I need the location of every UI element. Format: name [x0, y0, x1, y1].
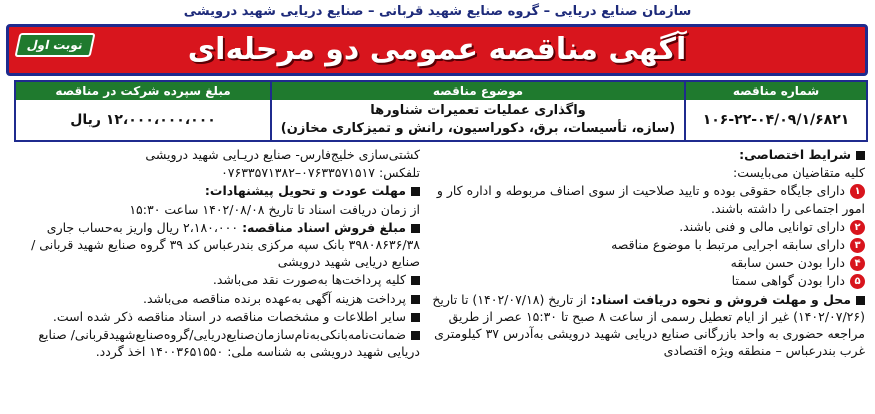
- condition-item: دارای توانایی مالی و فنی باشند.: [679, 218, 845, 234]
- conditions-section: [429, 146, 865, 410]
- square-bullet-icon: [411, 187, 420, 196]
- deposit-amount-value: ۱۲،۰۰۰،۰۰۰،۰۰۰ ریال: [70, 112, 216, 128]
- square-bullet-icon: [411, 224, 420, 233]
- square-bullet-icon: [856, 296, 865, 305]
- tender-info-table: [14, 80, 868, 142]
- tender-subject-line1: واگذاری عملیات تعمیرات شناورها: [370, 103, 586, 118]
- deposit-amount-header: مبلغ سپرده شرکت در مناقصه: [16, 82, 270, 100]
- round-badge: نوبت اول: [14, 33, 95, 57]
- organization-line: سازمان صنایع دریایی – گروه صنایع شهید قربانی – صنایع دریایی شهید درویشی: [183, 4, 692, 19]
- address-line: کشتی‌سازی خلیج‌فارس- صنایع دریـایی شهید درویشی: [145, 147, 420, 162]
- note-item: سایر اطلاعات و مشخصات مناقصه در اسناد مناقصه ذکر شده است.: [52, 308, 406, 324]
- condition-item: دارای سابقه اجرایی مرتبط با موضوع مناقصه: [611, 237, 845, 253]
- deadline-fee-section: [12, 146, 420, 410]
- conditions-heading: شرایط اختصاصی:: [739, 147, 851, 162]
- documents-heading: محل و مهلت فروش و نحوه دریافت اسناد:: [590, 291, 851, 307]
- deposit-amount-column: [16, 82, 270, 140]
- fee-heading: مبلغ فروش اسناد مناقصه:: [242, 219, 406, 235]
- tender-subject-header: موضوع مناقصه: [272, 82, 684, 100]
- square-bullet-icon: [411, 331, 420, 340]
- condition-item: دارا بودن حسن سابقه: [730, 255, 845, 271]
- square-bullet-icon: [411, 276, 420, 285]
- note-item: پرداخت هزینه آگهی به‌عهده برنده مناقصه می‌باشد.: [143, 290, 406, 306]
- deadline-text: از زمان دریافت اسناد تا تاریخ ۱۴۰۲/۰۸/۰۸ ساعت ۱۵:۳۰: [129, 201, 420, 217]
- fee-text: ۲،۱۸۰،۰۰۰ ریال واریز به‌حساب جاری ۳۹۸۰۸۶۳۶/۳۸ بانک سپه مرکزی بندرعباس کد ۳۹ گروه صنایع شهید قربانی / صنایع دریایی شهید درویشی: [31, 219, 420, 270]
- number-badge: ۲: [850, 220, 865, 235]
- number-badge: ۱: [850, 184, 865, 199]
- tender-number-value: ۱۰۶-۲۲-۰۴/۰۹/۱/۶۸۲۱: [702, 112, 850, 128]
- square-bullet-icon: [856, 151, 865, 160]
- title-banner: [6, 24, 868, 76]
- tender-subject-body: [272, 100, 684, 140]
- number-badge: ۴: [850, 256, 865, 271]
- number-badge: ۵: [850, 274, 865, 289]
- note-item: ضمانت‌نامه‌بانکی‌به‌نام‌سازمان‌صنایع‌دریایی/گروه‌صنایع‌شهیدقربانی/ صنایع دریایی شهید درویشی به شناسه ملی: ۱۴۰۰۳۶۵۱۵۵۰ اخذ گردد.: [38, 327, 420, 360]
- tender-subject-column: [270, 82, 684, 140]
- tender-number-header: شماره مناقصه: [686, 82, 866, 100]
- tender-number-column: [684, 82, 866, 140]
- number-badge: ۳: [850, 238, 865, 253]
- tender-title: آگهی مناقصه عمومی دو مرحله‌ای: [187, 32, 687, 67]
- condition-item: دارا بودن گواهی سمتا: [731, 273, 845, 289]
- square-bullet-icon: [411, 313, 420, 322]
- phone-line: تلفکس: ۰۷۶۳۳۵۷۱۵۱۷–۰۷۶۳۳۵۷۱۳۸۲: [221, 165, 420, 181]
- square-bullet-icon: [411, 295, 420, 304]
- documents-text: از تاریخ (۱۴۰۲/۰۷/۱۸) تا تاریخ (۱۴۰۲/۰۷/۲۶) غیر از ایام تعطیل رسمی از ساعت ۸ صبح تا ۱۵:۳۰ عصر از طریق مراجعه حضوری به واحد بازرگانی صنایع دریایی شهید درویشی به‌آدرس ۳۷ کیلومتری غرب بندرعباس – منطقه ویژه اقتصادی: [432, 291, 865, 359]
- tender-subject-line2: (سازه، تأسیسات، برق، دکوراسیون، رانش و تمیزکاری مخازن): [280, 121, 676, 136]
- deadline-heading: مهلت عودت و تحویل پیشنهادات:: [204, 183, 406, 199]
- conditions-intro: کلیه متقاضیان می‌بایست:: [732, 165, 865, 181]
- condition-item: دارای جایگاه حقوقی بوده و تایید صلاحیت از سوی اصناف مربوطه و اداره کار و امور اجتماعی را داشته باشند.: [436, 183, 865, 216]
- note-item: کلیه پرداخت‌ها به‌صورت نقد می‌باشد.: [212, 272, 406, 288]
